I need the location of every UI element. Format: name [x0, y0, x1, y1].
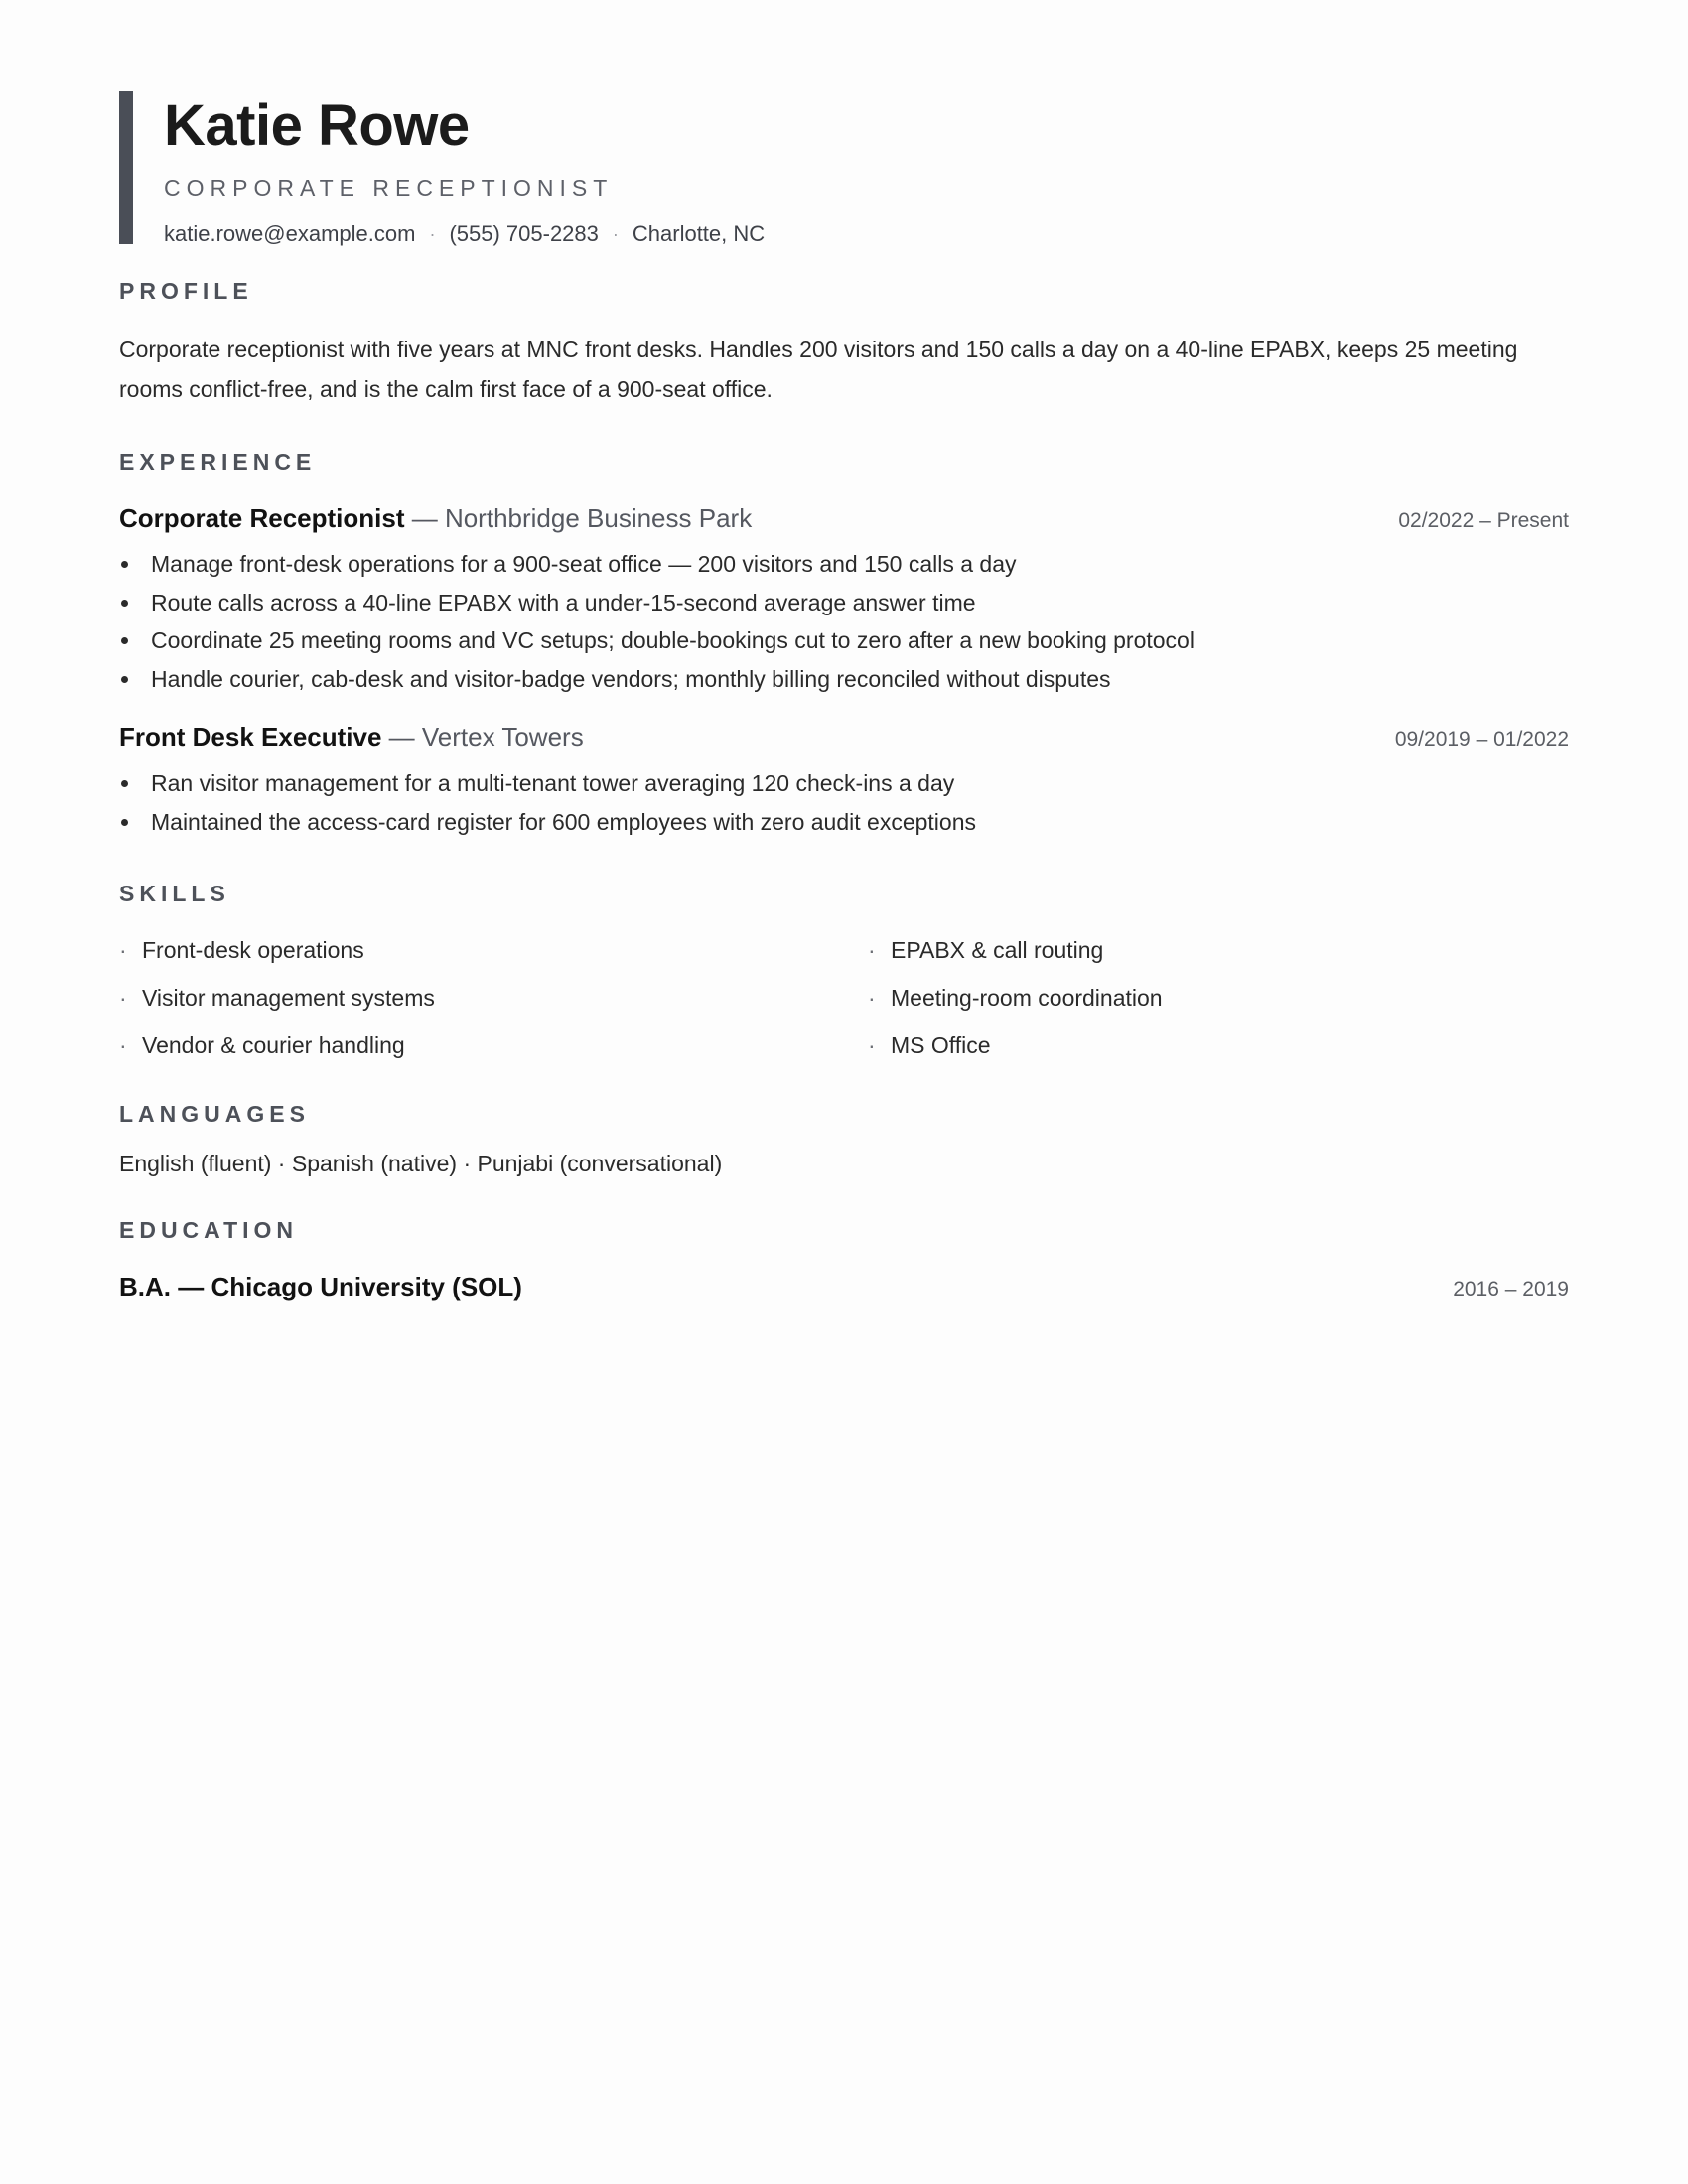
experience-heading: EXPERIENCE	[119, 449, 317, 475]
contact-line	[164, 223, 1569, 245]
job-entry	[119, 505, 1569, 698]
job-bullet: Handle courier, cab-desk and visitor-badge vendors; monthly billing reconciled without disputes	[119, 660, 1569, 699]
education-entry	[119, 1272, 1569, 1302]
job-role: Corporate Receptionist	[119, 503, 405, 533]
email-text: katie.rowe@example.com	[164, 221, 416, 246]
job-dates: 02/2022 – Present	[1398, 509, 1569, 532]
job-company: — Northbridge Business Park	[404, 503, 753, 533]
location-text: Charlotte, NC	[632, 221, 766, 246]
profile-heading: PROFILE	[119, 278, 253, 304]
skill-item: · EPABX & call routing	[868, 926, 1569, 974]
job-header	[119, 724, 1569, 750]
job-bullets	[119, 764, 1569, 841]
job-bullet: Route calls across a 40-line EPABX with a under-15-second average answer time	[119, 584, 1569, 622]
education-dates: 2016 – 2019	[1453, 1278, 1569, 1300]
job-dates: 09/2019 – 01/2022	[1394, 728, 1569, 751]
resume-page	[119, 91, 1569, 1302]
skills-section	[119, 883, 1569, 1069]
skill-item: · Vendor & courier handling	[119, 1022, 868, 1069]
job-header	[119, 505, 1569, 531]
resume-header	[119, 91, 1569, 244]
education-degree: B.A. — Chicago University (SOL)	[119, 1272, 522, 1301]
languages-list: English (fluent) · Spanish (native) · Punjabi (conversational)	[119, 1151, 723, 1176]
profile-summary: Corporate receptionist with five years at MNC front desks. Handles 200 visitors and 150 calls a day on a 40-line EPABX, keeps 25 meeting rooms conflict-free, and is the calm first face of a 900-seat office.	[119, 337, 1518, 402]
phone-text: (555) 705-2283	[449, 221, 599, 246]
job-company: — Vertex Towers	[381, 722, 584, 751]
contact-separator: ·	[612, 224, 619, 244]
languages-section	[119, 1103, 1569, 1175]
job-position	[119, 505, 752, 531]
accent-bar	[119, 91, 133, 244]
education-section	[119, 1219, 1569, 1302]
job-bullet: Ran visitor management for a multi-tenant tower averaging 120 check-ins a day	[119, 764, 1569, 803]
candidate-name: Katie Rowe	[164, 93, 470, 158]
job-bullets	[119, 545, 1569, 698]
skill-item: · Meeting-room coordination	[868, 974, 1569, 1022]
job-position	[119, 724, 584, 750]
skill-item: · MS Office	[868, 1022, 1569, 1069]
job-bullet: Coordinate 25 meeting rooms and VC setups; double-bookings cut to zero after a new booking protocol	[119, 621, 1569, 660]
education-heading: EDUCATION	[119, 1217, 299, 1243]
job-entry	[119, 724, 1569, 841]
experience-section	[119, 451, 1569, 841]
contact-separator: ·	[429, 224, 436, 244]
skill-item: · Visitor management systems	[119, 974, 868, 1022]
skill-item: · Front-desk operations	[119, 926, 868, 974]
skills-heading: SKILLS	[119, 881, 230, 906]
job-bullet: Manage front-desk operations for a 900-seat office — 200 visitors and 150 calls a day	[119, 545, 1569, 584]
job-role: Front Desk Executive	[119, 722, 382, 751]
languages-heading: LANGUAGES	[119, 1101, 310, 1127]
profile-section	[119, 280, 1569, 409]
candidate-title: CORPORATE RECEPTIONIST	[164, 175, 614, 201]
job-bullet: Maintained the access-card register for 600 employees with zero audit exceptions	[119, 803, 1569, 842]
skills-list	[119, 926, 1569, 1069]
